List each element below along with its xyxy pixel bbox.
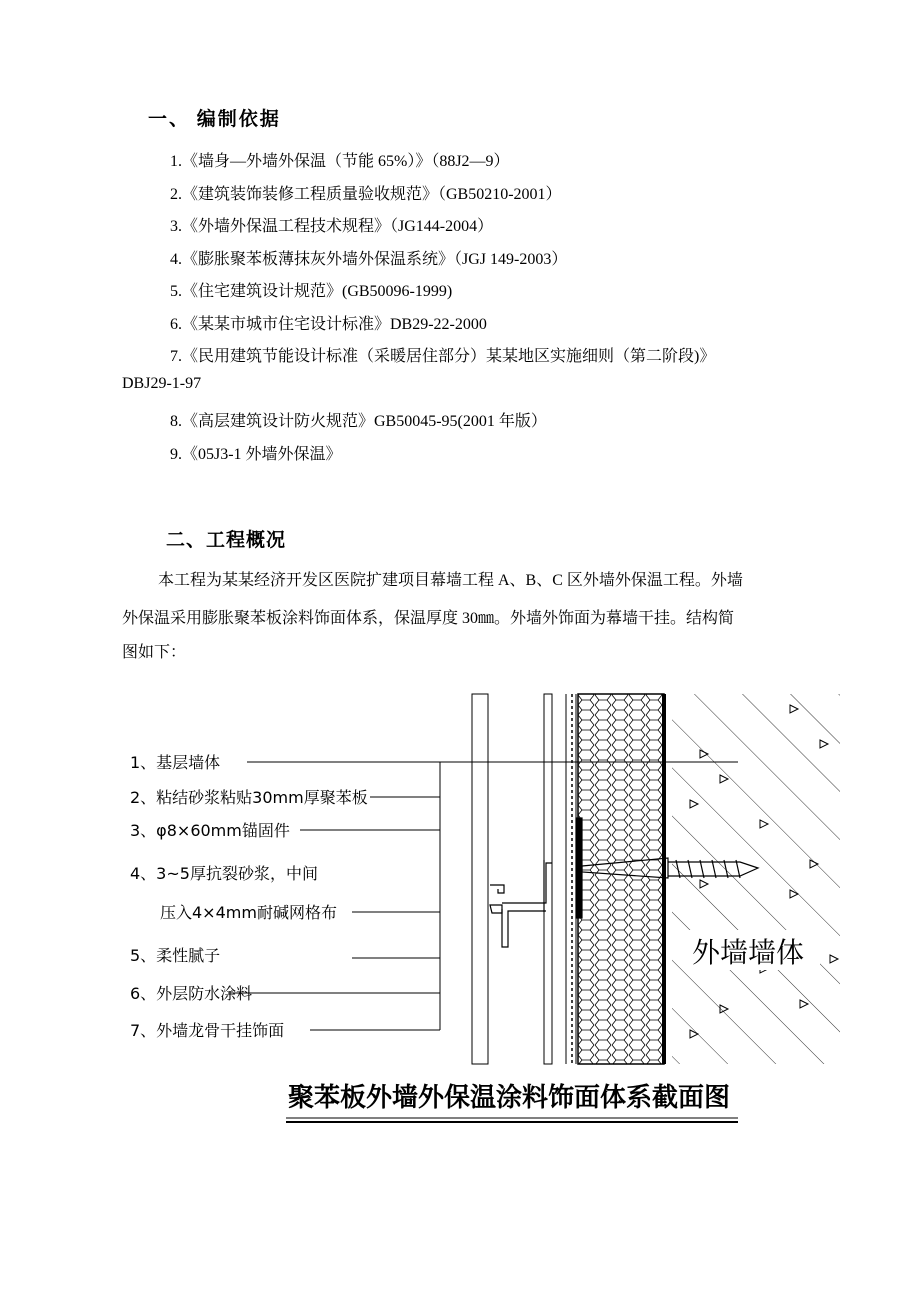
diagram-label: 压入4×4mm耐碱网格布 — [160, 903, 337, 922]
reference-item: 4.《膨胀聚苯板薄抹灰外墙外保温系统》（JGJ 149-2003） — [170, 251, 568, 268]
reference-item: 3.《外墙外保温工程技术规程》（JG144-2004） — [170, 218, 494, 235]
diagram-label: 3、φ8×60mm锚固件 — [130, 821, 290, 840]
section1-heading: 一、 编制依据 — [148, 109, 281, 130]
diagram-label: 6、外层防水涂料 — [130, 984, 253, 1003]
reference-item: 5.《住宅建筑设计规范》(GB50096-1999) — [170, 283, 453, 300]
eps-insulation-board — [578, 694, 664, 1064]
exterior-wall — [664, 694, 840, 1064]
reference-item: 1.《墙身—外墙外保温（节能 65%）》（88J2—9） — [170, 153, 510, 170]
reference-item: 7.《民用建筑节能设计标准（采暖居住部分）某某地区实施细则（第二阶段)》 — [170, 348, 716, 365]
diagram-label: 4、3~5厚抗裂砂浆，中间 — [130, 864, 318, 883]
cladding-panel — [472, 694, 552, 1064]
diagram-label: 5、柔性腻子 — [130, 946, 221, 965]
reference-item: 9.《05J3-1 外墙外保温》 — [170, 446, 342, 463]
reference-item: 8.《高层建筑设计防火规范》GB50045-95(2001 年版） — [170, 413, 547, 430]
overview-paragraph-line: 外保温采用膨胀聚苯板涂料饰面体系，保温厚度 30㎜。外墙外饰面为幕墙干挂。结构简 — [122, 610, 735, 627]
diagram-label: 2、粘结砂浆粘贴30mm厚聚苯板 — [130, 788, 368, 807]
diagram-label: 1、基层墙体 — [130, 753, 221, 772]
overview-paragraph-line: 图如下： — [122, 644, 187, 661]
diagram-caption: 聚苯板外墙外保温涂料饰面体系截面图 — [288, 1083, 731, 1113]
wall-label: 外墙墙体 — [692, 936, 805, 969]
reference-item-continuation: DBJ29-1-97 — [122, 375, 202, 392]
section2-heading: 二、工程概况 — [166, 530, 287, 551]
reference-item: 6.《某某市城市住宅设计标准》DB29-22-2000 — [170, 316, 487, 333]
diagram-label: 7、外墙龙骨干挂饰面 — [130, 1021, 285, 1040]
keel-bracket — [490, 860, 552, 947]
reference-item: 2.《建筑装饰装修工程质量验收规范》（GB50210-2001） — [170, 186, 562, 203]
section-diagram — [0, 680, 920, 1140]
overview-paragraph-line: 本工程为某某经济开发区医院扩建项目幕墙工程 A、B、C 区外墙外保温工程。外墙 — [158, 572, 743, 589]
